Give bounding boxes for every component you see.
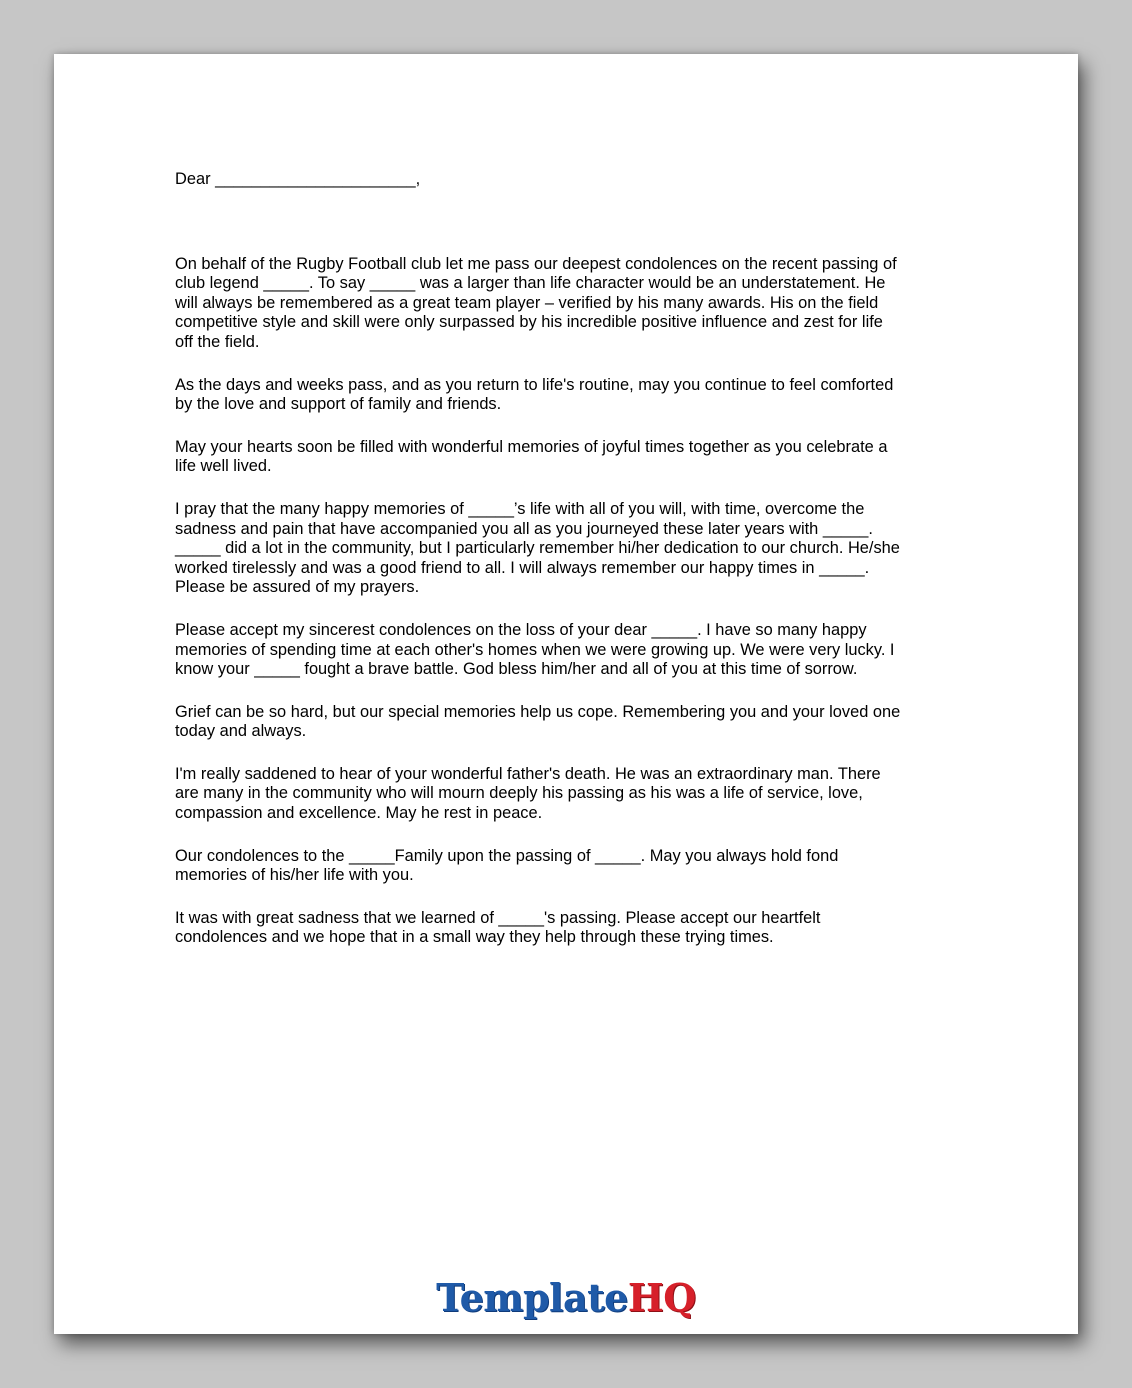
salutation: Dear ______________________, [175,170,421,188]
templatehq-logo [54,1276,1078,1320]
letter-body [175,170,965,971]
paragraph-great-sadness: It was with great sadness that we learned of _____'s passing. Please accept our heartfelt condolences and we hope that in a small way they help through these trying times. [175,908,821,947]
paragraph-days-weeks: As the days and weeks pass, and as you return to life's routine, may you continue to feel comforted by the love and support of family and friends. [175,375,894,414]
paragraph-hearts-filled: May your hearts soon be filled with wonderful memories of joyful times together as you celebrate a life well lived. [175,437,888,476]
paragraph-pray-memories: I pray that the many happy memories of _____’s life with all of you will, with time, overcome the sadness and pain that have accompanied you all as you journeyed these later years with _____. _____ did a lot in the community, but I particularly remember hi/her dedication to our church. He/she worked tirelessly and was a good friend to all. I will always remember our happy times in _____. Please be assured of my prayers. [175,499,900,597]
paragraph-sincerest-condolences: Please accept my sincerest condolences on the loss of your dear _____. I have so many happy memories of spending time at each other's homes when we were growing up. We were very lucky. I know your _____ fought a brave battle. God bless him/her and all of you at this time of sorrow. [175,620,895,679]
logo-template-text: Template [436,1275,628,1320]
document-page [54,54,1078,1334]
paragraph-family-condolences: Our condolences to the _____Family upon the passing of _____. May you always hold fond memories of his/her life with you. [175,846,839,885]
logo-hq-text: HQ [627,1275,696,1320]
paragraph-rugby-club: On behalf of the Rugby Football club let me pass our deepest condolences on the recent passing of club legend _____. To say _____ was a larger than life character would be an understatement. He will always be remembered as a great team player – verified by his many awards. His on the field competitive style and skill were only surpassed by his incredible positive influence and zest for life off the field. [175,254,897,351]
paragraph-grief: Grief can be so hard, but our special memories help us cope. Remembering you and your loved one today and always. [175,702,901,741]
paragraph-father-death: I'm really saddened to hear of your wonderful father's death. He was an extraordinary man. There are many in the community who will mourn deeply his passing as his was a life of service, love, compassion and excellence. May he rest in peace. [175,764,881,823]
letter-paragraphs [175,255,965,948]
